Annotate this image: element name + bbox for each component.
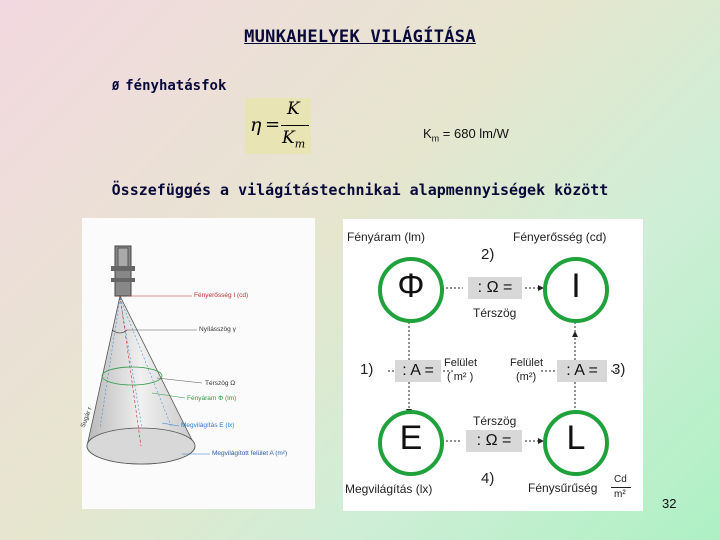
label-num-1: 1) — [360, 361, 374, 378]
cone-label-solid-angle: Térszög Ω — [205, 380, 236, 387]
section-subtitle: Összefüggés a világítástechnikai alapmennyiségek között — [111, 181, 609, 199]
formula-eta: η — [250, 114, 262, 136]
operator-omega-top: : Ω = — [468, 277, 522, 299]
label-fenysuruseg: Fénysűrűség — [528, 481, 598, 495]
operator-A-right: : A = — [557, 360, 607, 382]
label-num-4: 4) — [481, 470, 495, 487]
symbol-E: E — [399, 419, 423, 457]
label-fenyerosseg: Fényerősség (cd) — [513, 230, 607, 244]
quantity-relationship-diagram — [343, 219, 643, 511]
operator-omega-bottom: : Ω = — [466, 430, 522, 452]
circle-luminance — [543, 410, 609, 476]
circle-phi — [378, 257, 444, 323]
page-number: 32 — [662, 496, 677, 511]
efficiency-formula — [245, 98, 311, 154]
label-num-3: 3) — [612, 361, 626, 378]
symbol-phi: Φ — [397, 267, 425, 305]
km-value: $K_m = 680$ lm/W — [423, 126, 509, 144]
label-felulet-right: Felület — [510, 357, 544, 369]
cone-label-flux: Fényáram Φ (lm) — [187, 395, 237, 402]
fraction-bar — [281, 125, 309, 126]
bullet-text: fényhatásfok — [125, 78, 227, 94]
unit-fraction-bar — [611, 487, 631, 488]
cone-label-illuminance: Megvilágítás E (lx) — [181, 422, 235, 429]
circle-illuminance — [378, 410, 444, 476]
circle-intensity — [543, 257, 609, 323]
symbol-L: L — [566, 419, 586, 457]
formula-equals: = — [265, 114, 281, 135]
arrow-bullet-icon: Ø — [112, 79, 120, 93]
cone-label-radius: Sugár r — [79, 406, 94, 429]
label-terszog-top: Térszög — [473, 306, 517, 320]
cone-label-intensity: Fényerősség I (cd) — [194, 292, 249, 299]
cone-svg — [79, 218, 315, 509]
slide-title: MUNKAHELYEK VILÁGÍTÁSA — [244, 27, 476, 47]
formula-numerator: K — [287, 99, 300, 119]
label-megvilagitas: Megvilágítás (lx) — [345, 482, 433, 496]
bullet-fenyhatasfok — [112, 78, 226, 94]
unit-m2: m² — [614, 489, 626, 500]
formula-denominator: $K_m$ — [282, 128, 306, 151]
label-fenyaram: Fényáram (lm) — [347, 230, 426, 244]
cone-label-surface: Megvilágított felület A (m²) — [212, 450, 288, 457]
label-felulet-right-unit: (m²) — [516, 371, 537, 383]
cone-label-angle: Nyílásszög γ — [199, 326, 236, 333]
label-terszog-bottom: Térszög — [473, 414, 517, 428]
label-num-2: 2) — [481, 246, 495, 263]
unit-cd: Cd — [614, 474, 627, 485]
operator-A-left: : A = — [395, 360, 441, 382]
label-felulet-left-unit: ( m² ) — [447, 371, 474, 383]
symbol-I: I — [571, 267, 581, 305]
light-cone-illustration — [79, 218, 315, 509]
label-felulet-left: Felület — [444, 357, 478, 369]
